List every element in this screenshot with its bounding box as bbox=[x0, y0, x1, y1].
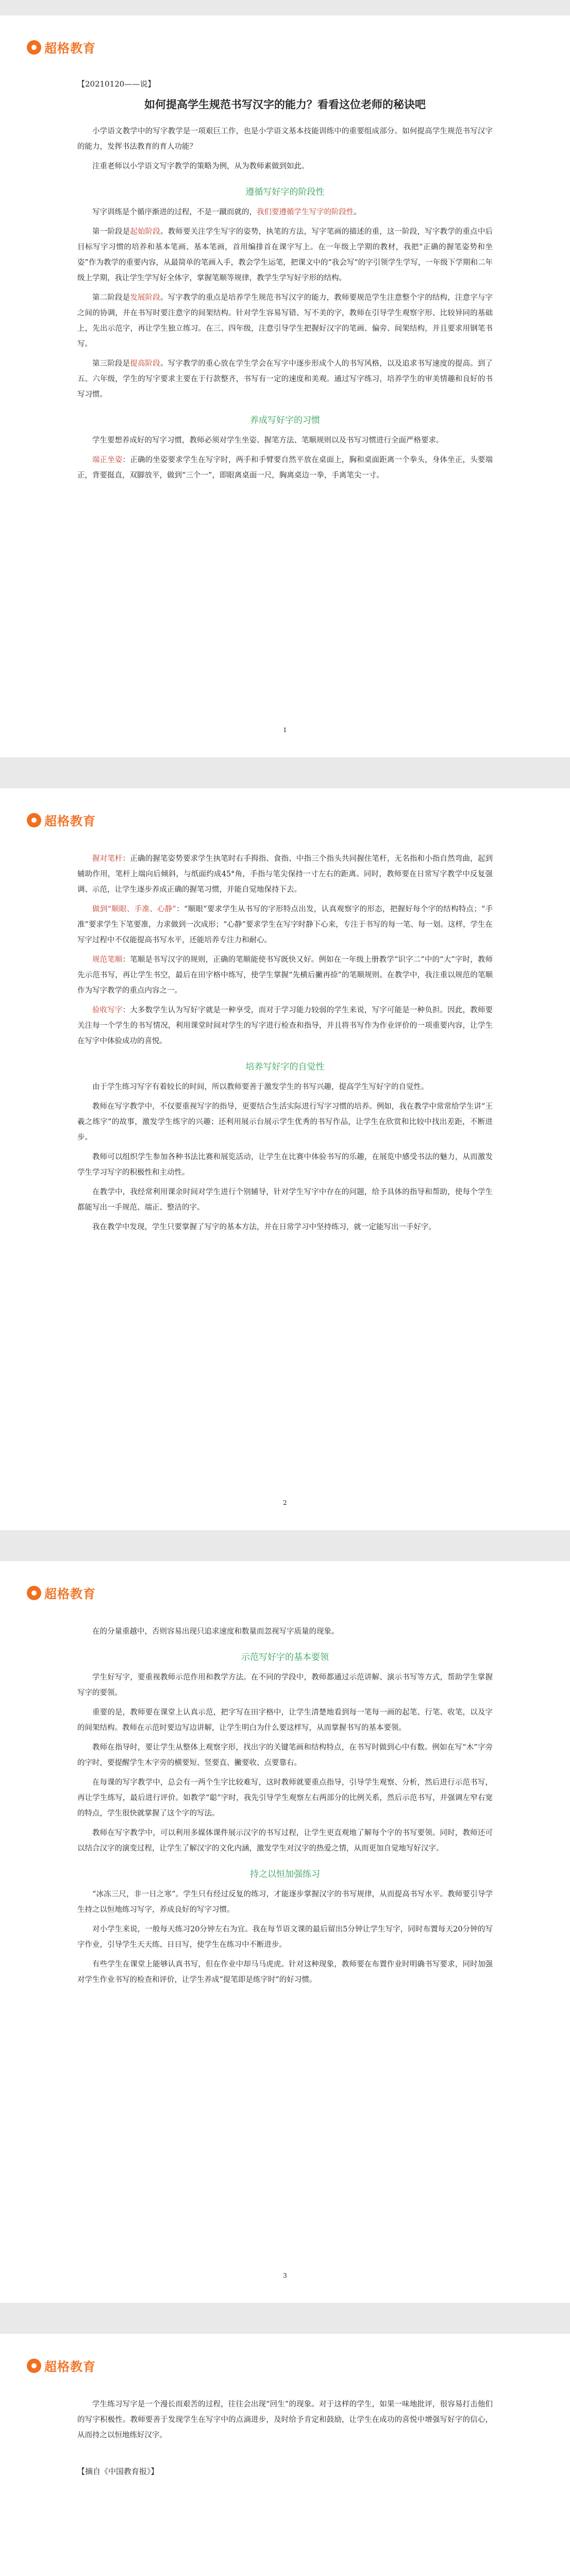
body-paragraph: 第一阶段是起始阶段。教师要关注学生写字的姿势，执笔的方法，写字笔画的描述的重，这一阶段，写字教学的重点中后目标写字习惯的培养和基本笔画、基本笔画，首用编排首在课字写上。在一年级上学期的教材，我把“正确的握笔姿势和坐姿”作为教学的重要内容，从最简单的笔画入手，教会学生运笔，把课文中的“我会写”的字引领学生学写，一年级下学期和二年级上学期，我让学生学写好全体字，掌握笔顺等规律，教学生学写好字形的结构。 bbox=[77, 228, 493, 282]
page-number: 3 bbox=[283, 2272, 287, 2279]
article-title: 如何提高学生规范书写汉字的能力？看看这位老师的秘诀吧 bbox=[144, 98, 426, 111]
intro-paragraph: 小学语文教学中的写字教学是一项艰巨工作，也是小学语文基本技能训练中的重要组成部分。如何提高学生规范书写汉字的能力，发挥书法教育的育人功能？ bbox=[77, 127, 493, 151]
page-2 bbox=[0, 788, 570, 1530]
article-date: 【20210120——说】 bbox=[77, 79, 156, 89]
logo-text: 超格教育 bbox=[44, 2360, 96, 2374]
body-paragraph: 第三阶段是提高阶段。写字教学的重心放在学生学会在写字中逐步形成个人的书写风格，以及追求书写速度的提高。到了五、六年级，学生的写字要求主要在于行款整齐，书写有一定的速度和美观。通过写字练习，培养学生的审美情趣和良好的书写习惯。 bbox=[77, 360, 493, 399]
body-paragraph: 学生练习写字是一个漫长而艰苦的过程，往往会出现“回生”的现象。对于这样的学生，如果一味地批评，很容易打击他们的写字积极性。教师要善于发现学生在写字中的点滴进步，及时给予肯定和鼓励，让学生在成功的喜悦中增强写好字的信心，从而持之以恒地练好汉字。 bbox=[77, 2400, 493, 2439]
body-paragraph: 写字训练是个循序渐进的过程，不是一蹴而就的，我们要遵循学生写字的阶段性。 bbox=[92, 208, 361, 216]
body-paragraph: 教师在写字教学中，可以利用多媒体课件展示汉字的书写过程，让学生更直观地了解每个字的书写要领。同时，教师还可以结合汉字的演变过程，让学生了解汉字的文化内涵，激发学生对汉字的热爱之情，从而更加自觉地写好汉字。 bbox=[77, 1829, 493, 1853]
logo-icon bbox=[27, 2359, 41, 2373]
body-paragraph: 教师可以组织学生参加各种书法比赛和展览活动，让学生在比赛中体验书写的乐趣，在展览中感受书法的魅力，从而激发学生学习写字的积极性和主动性。 bbox=[77, 1153, 493, 1177]
body-paragraph: 规范笔顺：笔顺是书写汉字的规则，正确的笔顺能使书写既快又好。例如在一年级上册教学“识字二”中的“大”字时，教师先示范书写，再让学生书空，最后在田字格中练写，使学生掌握“先横后撇再捺”的笔顺规则。在教学中，我注重以规范的笔顺作为写字教学的重点内容之一。 bbox=[77, 956, 493, 995]
brand-logo bbox=[27, 2357, 96, 2375]
section-heading: 培养写好字的自觉性 bbox=[245, 1062, 325, 1072]
body-paragraph: 第二阶段是发展阶段。写字教学的重点是培养学生规范书写汉字的能力，教师要规范学生注意整个字的结构，注意字与字之间的协调，并在书写时要注意字的间架结构。针对学生容易写错、写不美的字，教师在引导学生观察字形、比较异同的基础上，先出示范字，再让学生独立练习。在三、四年级，注意引导学生把握好汉字的笔画、偏旁、间架结构，并且要求用钢笔书写。 bbox=[77, 294, 493, 348]
page-1 bbox=[0, 15, 570, 757]
brand-logo bbox=[27, 811, 96, 829]
body-paragraph: 在的分量重越中，否则容易出现只追求速度和数量而忽视写字质量的现象。 bbox=[92, 1628, 339, 1636]
logo-icon bbox=[27, 1586, 41, 1600]
body-paragraph: 学生要想养成好的写字习惯，教师必须对学生坐姿、握笔方法、笔顺规则以及书写习惯进行全面严格要求。 bbox=[92, 436, 444, 445]
body-paragraph: 重要的是，教师要在课堂上认真示范，把字写在田字格中，让学生清楚地看到每一笔每一画的起笔、行笔、收笔，以及字的间架结构。教师在示范时要边写边讲解，让学生明白为什么要这样写，从而掌握书写的基本要领。 bbox=[77, 1708, 493, 1732]
body-paragraph: 教师在指导时，要让学生从整体上观察字形，找出字的关键笔画和结构特点，在书写时做到心中有数。例如在写“木”字旁的字时，要提醒学生木字旁的横要短、竖要直、撇要收、点要靠右。 bbox=[77, 1743, 493, 1767]
body-paragraph: 在每课的写字教学中，总会有一两个生字比较难写，这时教师就要重点指导，引导学生观察、分析，然后进行示范书写，再让学生练写，最后进行评价。如教学“聪”字时，我先引导学生观察左右两部分的比例关系，然后示范书写，并强调左窄右宽的特点，学生很快就掌握了这个字的写法。 bbox=[77, 1778, 493, 1818]
brand-logo bbox=[27, 1584, 96, 1602]
page-3 bbox=[0, 1561, 570, 2303]
logo-text: 超格教育 bbox=[44, 41, 96, 56]
body-paragraph: 学生好写字，要重视教师示范作用和教学方法。在不同的学段中，教师都通过示范讲解、演示书写等方式，帮助学生掌握写字的要领。 bbox=[77, 1673, 493, 1697]
brand-logo bbox=[27, 38, 96, 56]
page-number: 2 bbox=[283, 1499, 287, 1506]
section-heading: 示范写好字的基本要领 bbox=[241, 1652, 329, 1663]
body-paragraph: 教师在写字教学中，不仅要重视写字的指导，更要结合生活实际进行写字习惯的培养。例如，我在教学中常常给学生讲“王羲之练字”的故事，激发学生练字的兴趣；还利用展示台展示学生优秀的书写作品，让学生在欣赏和比较中找出差距，不断进步。 bbox=[77, 1103, 493, 1142]
body-paragraph: 做到“顺眼、手准、心静”：“顺眼”要求学生从书写的字形特点出发，认真观察字的形态，把握好每个字的结构特点；“手准”要求学生下笔要准，力求做到一次成形；“心静”要求学生在写字时静下心来，专注于书写的每一笔、每一划。这样，学生在写字过程中不仅能提高书写水平，还能培养专注力和耐心。 bbox=[77, 905, 493, 944]
body-paragraph: “冰冻三尺，非一日之寒”。学生只有经过反复的练习，才能逐步掌握汉字的书写规律，从而提高书写水平。教师要引导学生持之以恒地练习写字，养成良好的写字习惯。 bbox=[77, 1890, 493, 1914]
logo-text: 超格教育 bbox=[44, 814, 96, 828]
body-paragraph: 握对笔杆：正确的握笔姿势要求学生执笔时右手拇指、食指、中指三个指头共同握住笔杆，无名指和小指自然弯曲，起到辅助作用，笔杆上端向后倾斜，与纸面约成45°角，手指与笔尖保持一寸左右的距离。同时，教师要在日常写字教学中反复强调、示范，让学生逐步养成正确的握笔习惯，并能自觉地保持下去。 bbox=[77, 855, 493, 894]
body-paragraph: 有些学生在课堂上能够认真书写，但在作业中却马马虎虎。针对这种现象，教师要在布置作业时明确书写要求，同时加强对学生作业书写的检查和评价，让学生养成“提笔即是练字时”的好习惯。 bbox=[77, 1960, 493, 1984]
intro-paragraph: 注重老师以小学语文写字教学的策略为例，从为教师素做到如此。 bbox=[92, 162, 309, 171]
page-4 bbox=[0, 2334, 570, 2576]
body-paragraph: 对小学生来说，一般每天练习20分钟左右为宜。我在每节语文课的最后留出5分钟让学生写字，同时布置每天20分钟的写字作业，引导学生天天练、日日写，使学生在练习中不断进步。 bbox=[77, 1925, 493, 1949]
section-heading: 遵循写好字的阶段性 bbox=[245, 187, 325, 197]
page-number: 1 bbox=[283, 726, 287, 734]
body-paragraph: 我在教学中发现，学生只要掌握了写字的基本方法，并在日常学习中坚持练习，就一定能写出一手好字。 bbox=[92, 1223, 436, 1231]
section-heading: 持之以恒加强练习 bbox=[250, 1869, 320, 1879]
logo-icon bbox=[27, 40, 41, 55]
logo-icon bbox=[27, 813, 41, 827]
logo-text: 超格教育 bbox=[44, 1587, 96, 1601]
body-paragraph: 由于学生练习写字有着较长的时间，所以教师要善于激发学生的书写兴趣，提高学生写好字的自觉性。 bbox=[92, 1083, 429, 1091]
body-paragraph: 验收写字：大多数学生认为写好字就是一种享受，而对于学习能力较弱的学生来说，写字可能是一种负担。因此，教师要关注每一个学生的书写情况，利用课堂时间对学生的写字进行检查和指导，并且将书写作为作业评价的一项重要内容，让学生在写字中体验成功的喜悦。 bbox=[77, 1006, 493, 1045]
article-source: 【摘自《中国教育报》】 bbox=[77, 2467, 159, 2476]
body-paragraph: 端正坐姿：正确的坐姿要求学生在写字时，两手和手臂要自然平放在桌面上，胸和桌面距离一个拳头，身体坐正，头要端正，背要挺直，双脚放平，做到“三个一”，即眼离桌面一尺，胸离桌边一拳，手离笔尖一寸。 bbox=[77, 456, 493, 480]
section-heading: 养成写好字的习惯 bbox=[250, 415, 320, 426]
body-paragraph: 在教学中，我经常利用课余时间对学生进行个别辅导，针对学生写字中存在的问题，给予具体的指导和帮助，使每个学生都能写出一手规范、端正、整洁的字。 bbox=[77, 1188, 493, 1212]
